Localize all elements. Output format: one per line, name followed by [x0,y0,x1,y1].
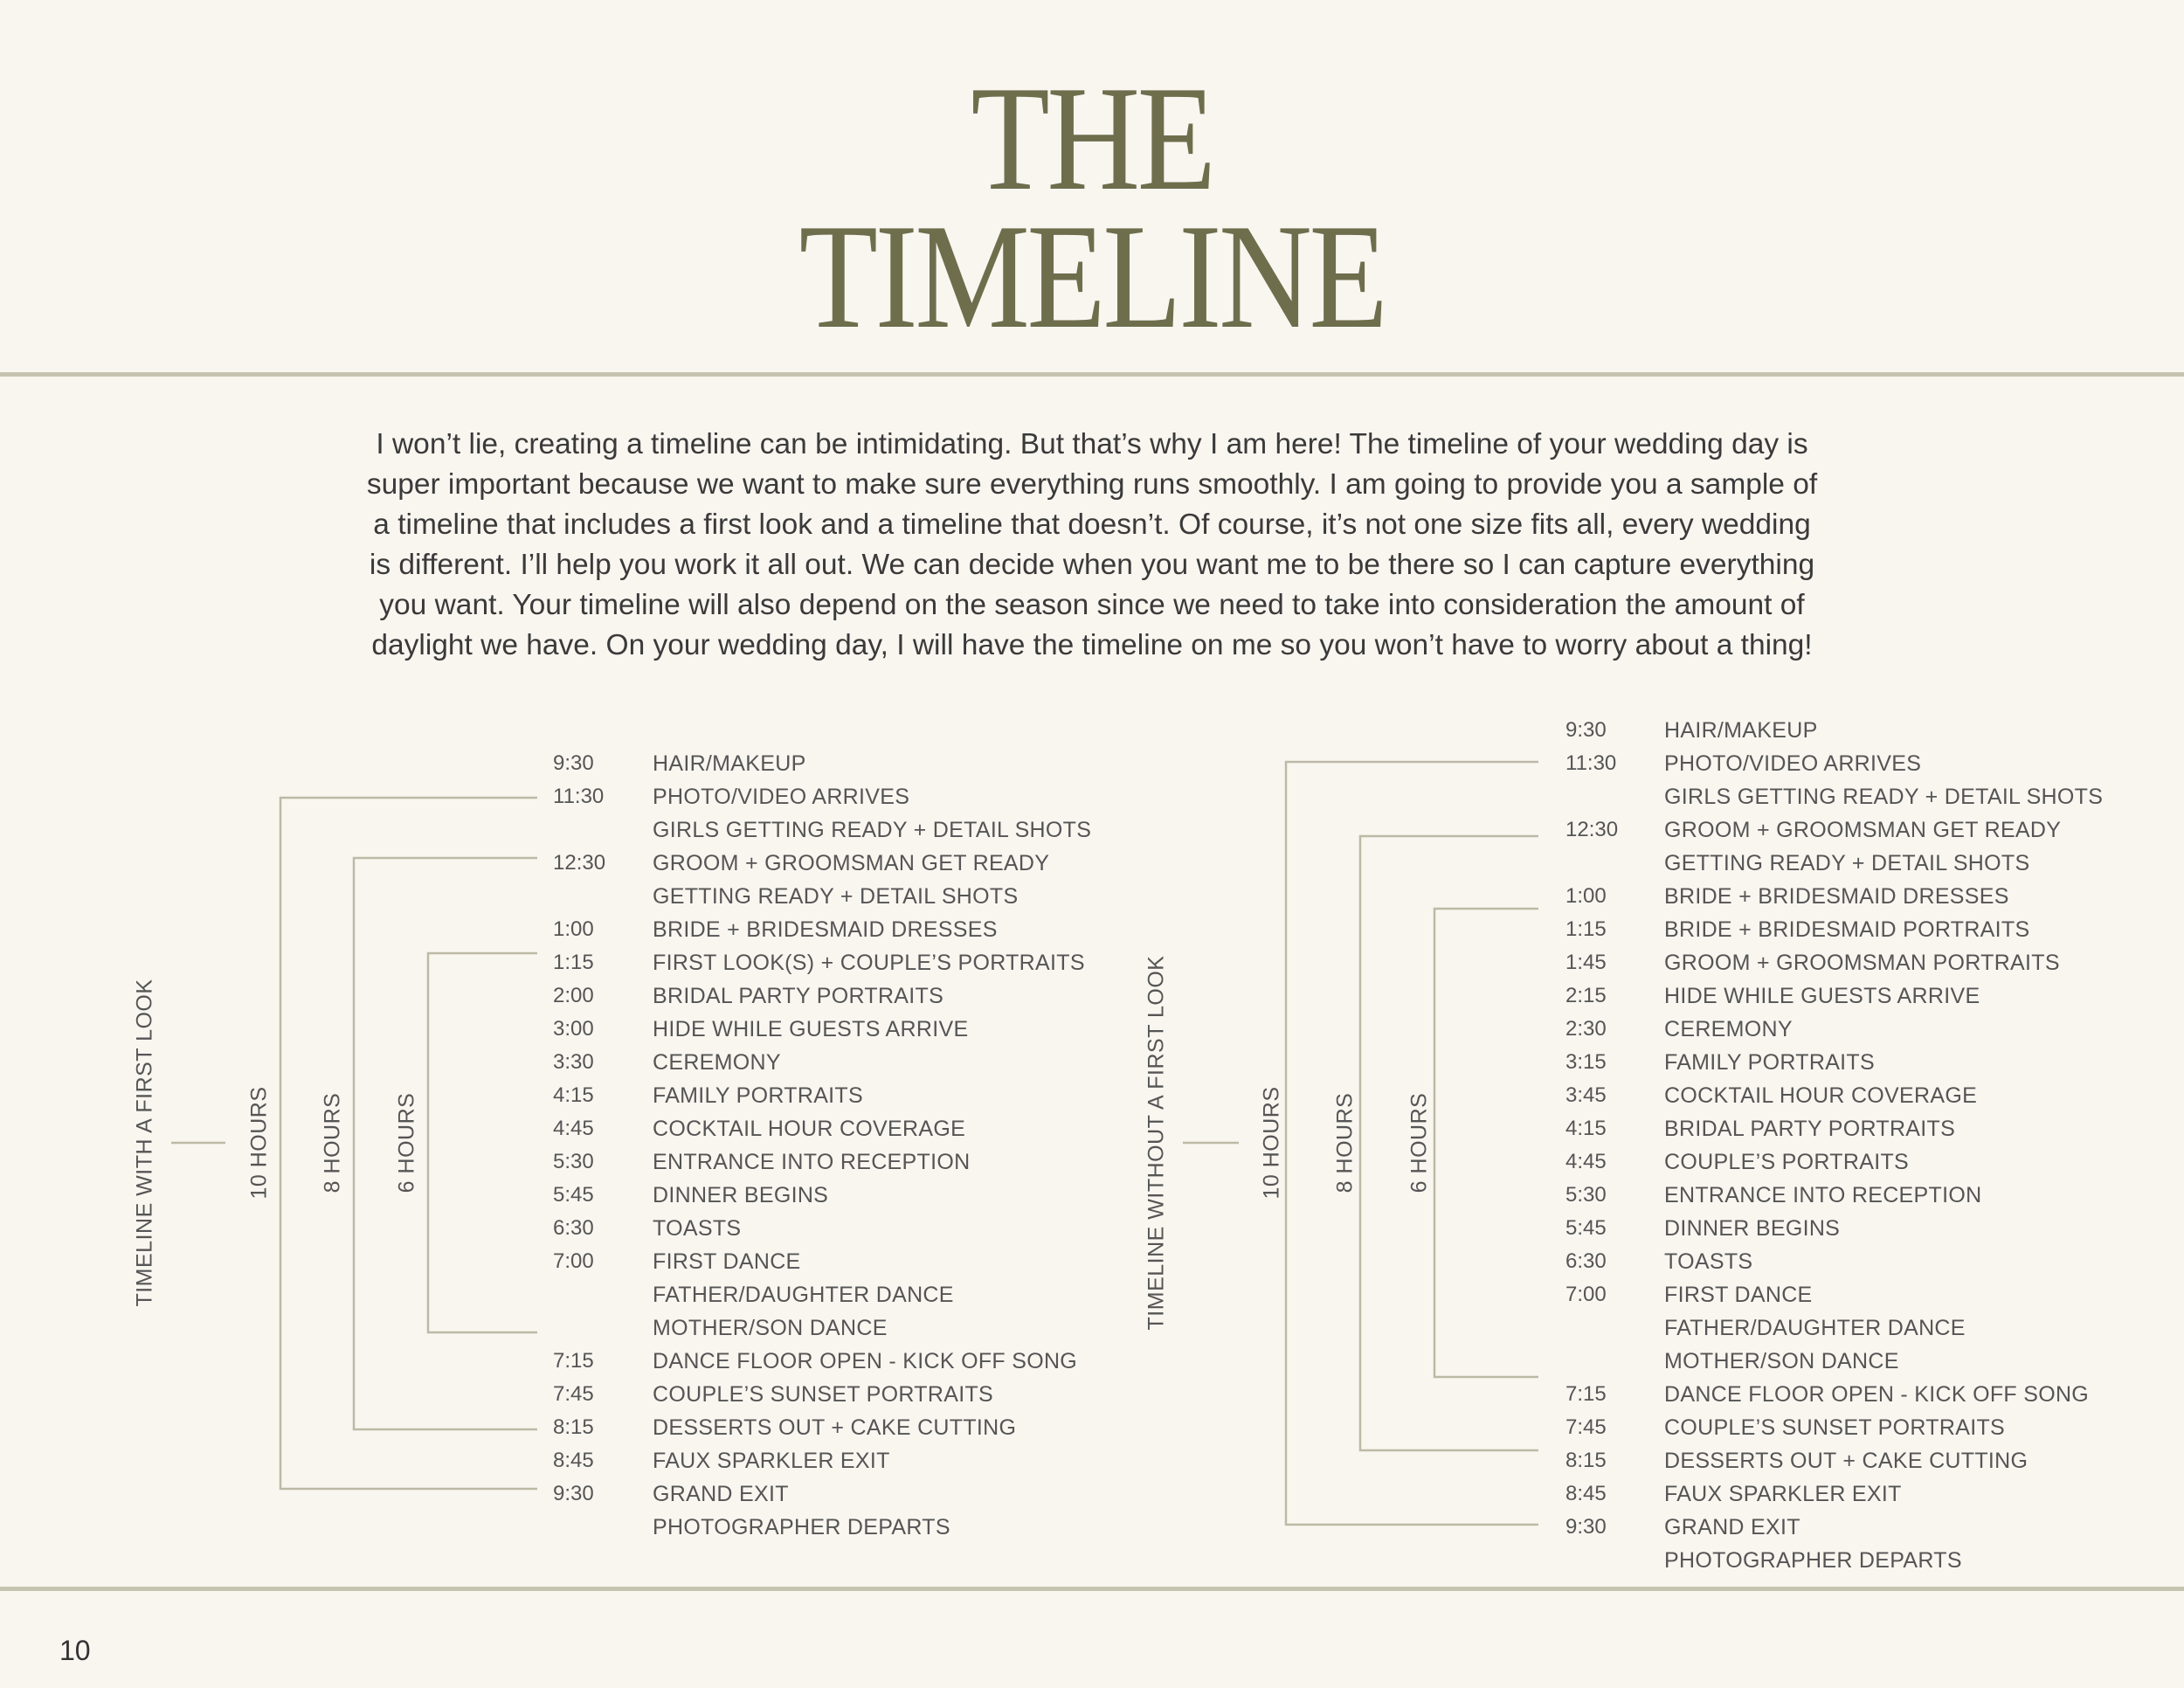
timeline-event: FAMILY PORTRAITS [1664,1050,1875,1075]
timeline-time: 5:30 [553,1150,594,1173]
timeline-time: 8:15 [553,1415,594,1439]
timeline-event: GIRLS GETTING READY + DETAIL SHOTS [653,818,1092,842]
right-6h-bracket [1434,909,1538,1377]
timeline-event: BRIDE + BRIDESMAID DRESSES [653,917,998,942]
timeline-time: 12:30 [1565,818,1619,841]
timeline-event: FAMILY PORTRAITS [653,1083,863,1108]
timeline-event: HIDE WHILE GUESTS ARRIVE [653,1017,969,1041]
timeline-event: HIDE WHILE GUESTS ARRIVE [1664,984,1980,1008]
intro-line: is different. I’ll help you work it all out. We can decide when you want me to be there so I can capture everything [369,549,1815,581]
timeline-time: 1:00 [1565,884,1607,908]
intro-line: I won’t lie, creating a timeline can be intimidating. But that’s why I am here! The timeline of your wedding day is [376,428,1808,460]
timeline-time: 8:45 [1565,1482,1607,1505]
timeline-time: 9:30 [553,1482,594,1505]
timeline-event: ENTRANCE INTO RECEPTION [653,1150,971,1174]
timeline-event: CEREMONY [1664,1017,1793,1041]
timeline-event: HAIR/MAKEUP [653,751,806,776]
timeline-event: FIRST LOOK(S) + COUPLE’S PORTRAITS [653,951,1085,975]
left-10-hours-label: 10 HOURS [246,1086,272,1200]
timeline-time: 6:30 [1565,1249,1607,1273]
timeline-event: DINNER BEGINS [653,1183,829,1207]
intro-line: a timeline that includes a first look and a timeline that doesn’t. Of course, it’s not one size fits all, every wedding [373,508,1811,541]
timeline-time: 6:30 [553,1216,594,1240]
right-timeline-label: TIMELINE WITHOUT A FIRST LOOK [1144,955,1169,1331]
timeline-event: FIRST DANCE [1664,1283,1813,1307]
right-8h-bracket [1360,836,1538,1450]
timeline-event: TOASTS [653,1216,742,1241]
timeline-event: GIRLS GETTING READY + DETAIL SHOTS [1664,785,2104,809]
timeline-time: 3:45 [1565,1083,1607,1107]
timeline-time: 11:30 [1565,751,1617,775]
timeline-event: MOTHER/SON DANCE [1664,1349,1899,1373]
timeline-time: 8:15 [1565,1449,1607,1472]
timeline-time: 1:15 [553,951,594,974]
timeline-time: 3:15 [1565,1050,1607,1074]
timeline-event: BRIDE + BRIDESMAID PORTRAITS [1664,917,2030,942]
timeline-time: 7:15 [1565,1382,1607,1406]
timeline-event: FAUX SPARKLER EXIT [1664,1482,1902,1506]
timeline-time: 1:45 [1565,951,1607,974]
timeline-time: 7:45 [1565,1415,1607,1439]
timeline-time: 7:15 [553,1349,594,1373]
timeline-time: 5:30 [1565,1183,1607,1207]
timeline-event: PHOTOGRAPHER DEPARTS [653,1515,950,1539]
bottom-divider [0,1587,2184,1591]
timeline-event: DINNER BEGINS [1664,1216,1841,1241]
timeline-event: DANCE FLOOR OPEN - KICK OFF SONG [1664,1382,2090,1407]
timeline-event: BRIDAL PARTY PORTRAITS [1664,1117,1956,1141]
timeline-time: 1:15 [1565,917,1607,941]
timeline-event: PHOTOGRAPHER DEPARTS [1664,1548,1962,1573]
timeline-event: GROOM + GROOMSMAN GET READY [1664,818,2062,842]
timeline-time: 7:00 [1565,1283,1607,1306]
timeline-event: CEREMONY [653,1050,781,1075]
timeline-event: TOASTS [1664,1249,1753,1274]
intro-line: daylight we have. On your wedding day, I will have the timeline on me so you won’t have to worry about a thing! [371,629,1813,661]
timeline-event: GRAND EXIT [1664,1515,1800,1539]
timeline-event: DESSERTS OUT + CAKE CUTTING [1664,1449,2028,1473]
page-title-line-1: THE [971,56,1213,222]
page-title-line-2: TIMELINE [798,194,1386,360]
timeline-time: 8:45 [553,1449,594,1472]
timeline-event: GROOM + GROOMSMAN GET READY [653,851,1050,875]
timeline-event: COCKTAIL HOUR COVERAGE [1664,1083,1978,1108]
timeline-time: 7:00 [553,1249,594,1273]
timeline-time: 9:30 [553,751,594,775]
right-6-hours-label: 6 HOURS [1406,1092,1432,1193]
timeline-event: PHOTO/VIDEO ARRIVES [653,785,910,809]
timeline-event: COUPLE’S PORTRAITS [1664,1150,1909,1174]
timeline-time: 9:30 [1565,1515,1607,1539]
left-timeline-label: TIMELINE WITH A FIRST LOOK [132,979,157,1307]
timeline-time: 4:45 [553,1117,594,1140]
timeline-event: FATHER/DAUGHTER DANCE [653,1283,954,1307]
left-8-hours-label: 8 HOURS [320,1092,345,1193]
right-10-hours-label: 10 HOURS [1259,1086,1284,1200]
timeline-time: 1:00 [553,917,594,941]
timeline-time: 12:30 [553,851,606,875]
timeline-event: HAIR/MAKEUP [1664,718,1818,743]
timeline-event: COCKTAIL HOUR COVERAGE [653,1117,966,1141]
timeline-event: BRIDAL PARTY PORTRAITS [653,984,944,1008]
timeline-time: 4:15 [1565,1117,1607,1140]
timeline-event: PHOTO/VIDEO ARRIVES [1664,751,1922,776]
left-6h-bracket [428,953,537,1332]
timeline-event: COUPLE’S SUNSET PORTRAITS [1664,1415,2005,1440]
timeline-time: 2:00 [553,984,594,1007]
timeline-time: 3:00 [553,1017,594,1041]
timeline-time: 4:45 [1565,1150,1607,1173]
left-8h-bracket [354,858,537,1429]
right-8-hours-label: 8 HOURS [1332,1092,1358,1193]
page-number: 10 [59,1635,91,1666]
timeline-event: FAUX SPARKLER EXIT [653,1449,890,1473]
timeline-time: 2:15 [1565,984,1607,1007]
timeline-time: 7:45 [553,1382,594,1406]
timeline-time: 9:30 [1565,718,1607,742]
timeline-event: FIRST DANCE [653,1249,801,1274]
timeline-event: DESSERTS OUT + CAKE CUTTING [653,1415,1017,1440]
intro-line: super important because we want to make sure everything runs smoothly. I am going to provide you a sample of [366,468,1818,501]
timeline-event: FATHER/DAUGHTER DANCE [1664,1316,1966,1340]
timeline-event: BRIDE + BRIDESMAID DRESSES [1664,884,2009,909]
timeline-time: 5:45 [553,1183,594,1207]
timeline-event: MOTHER/SON DANCE [653,1316,888,1340]
timeline-time: 5:45 [1565,1216,1607,1240]
timeline-event: GETTING READY + DETAIL SHOTS [653,884,1019,909]
left-6-hours-label: 6 HOURS [394,1092,419,1193]
timeline-event: GRAND EXIT [653,1482,789,1506]
timeline-event: COUPLE’S SUNSET PORTRAITS [653,1382,993,1407]
timeline-time: 11:30 [553,785,605,808]
timeline-event: GETTING READY + DETAIL SHOTS [1664,851,2030,875]
timeline-event: GROOM + GROOMSMAN PORTRAITS [1664,951,2060,975]
timeline-event: ENTRANCE INTO RECEPTION [1664,1183,1982,1207]
timeline-event: DANCE FLOOR OPEN - KICK OFF SONG [653,1349,1078,1373]
timeline-time: 2:30 [1565,1017,1607,1041]
timeline-time: 4:15 [553,1083,594,1107]
timeline-time: 3:30 [553,1050,594,1074]
intro-line: you want. Your timeline will also depend on the season since we need to take into consideration the amount of [379,589,1805,621]
